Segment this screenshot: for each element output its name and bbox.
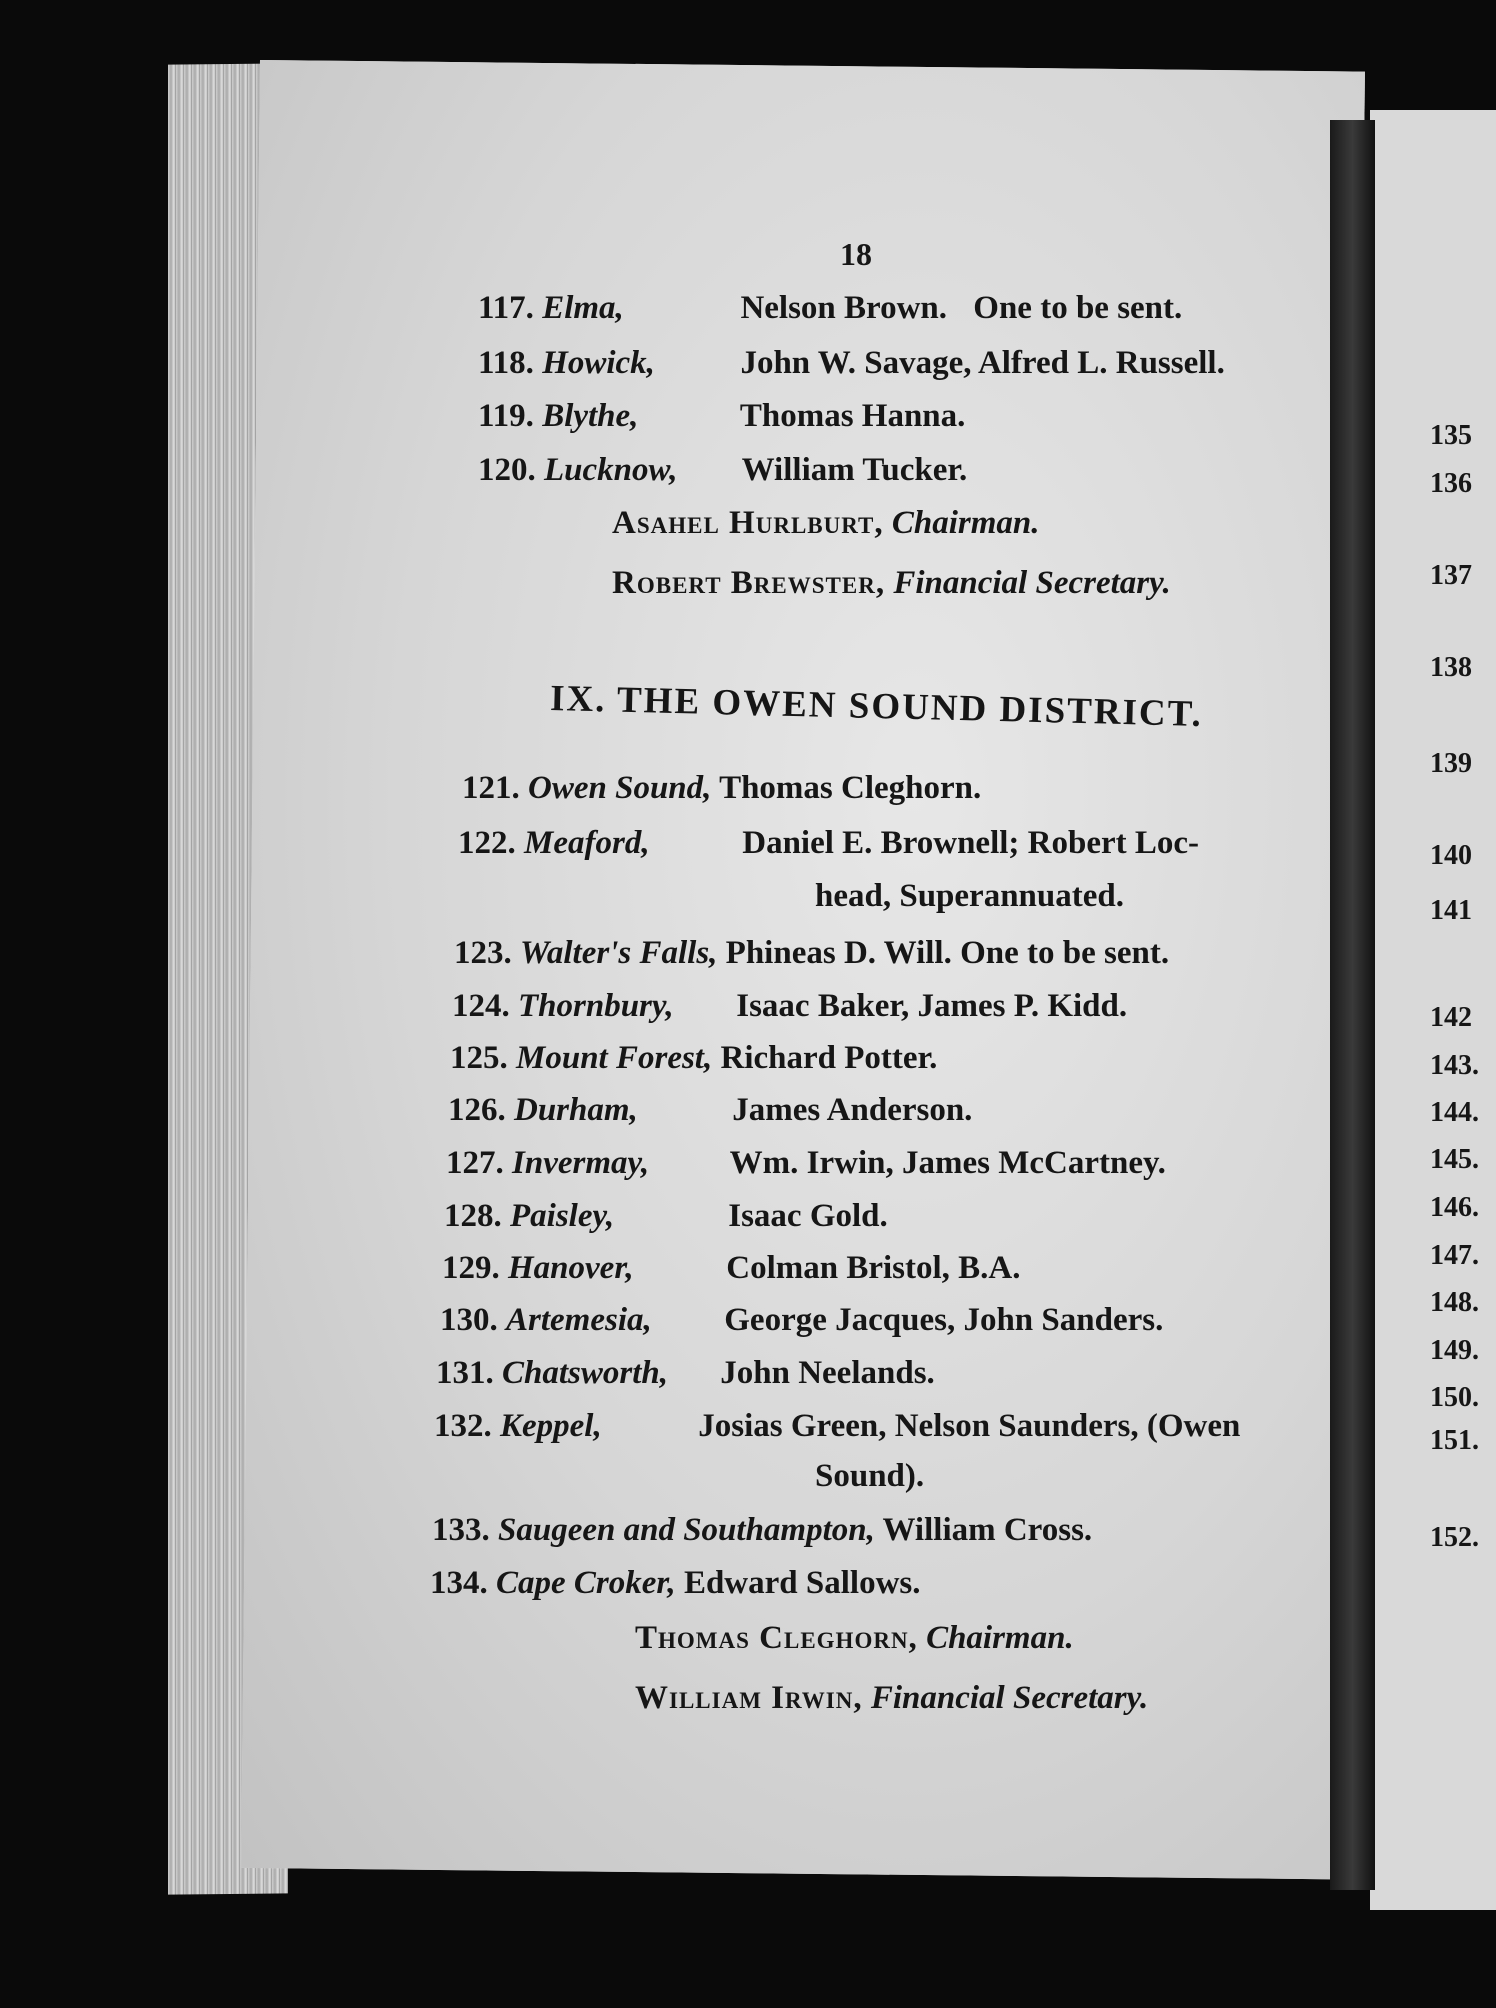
margin-number: 145. bbox=[1430, 1144, 1479, 1175]
entry-120 bbox=[478, 452, 967, 489]
entry-122-continued bbox=[815, 878, 1124, 915]
entry-place: Owen Sound, bbox=[528, 770, 712, 806]
margin-number: 146. bbox=[1430, 1192, 1479, 1223]
entry-names: Isaac Gold. bbox=[728, 1198, 888, 1234]
entry-133 bbox=[432, 1512, 1092, 1549]
entry-130 bbox=[440, 1302, 1163, 1339]
entry-names: John W. Savage, Alfred L. Russell. bbox=[740, 345, 1225, 381]
entry-place: Artemesia, bbox=[506, 1302, 652, 1338]
entry-number: 128. bbox=[444, 1198, 502, 1234]
entry-place: Durham, bbox=[514, 1092, 638, 1128]
entry-names: William Cross. bbox=[882, 1512, 1093, 1548]
entry-number: 119. bbox=[478, 398, 534, 434]
officer-secretary bbox=[612, 565, 1171, 602]
margin-number: 144. bbox=[1430, 1097, 1479, 1128]
district-heading: IX. THE OWEN SOUND DISTRICT. bbox=[549, 678, 1204, 735]
entry-names: Phineas D. Will. One to be sent. bbox=[725, 935, 1170, 971]
entry-note: One to be sent. bbox=[973, 290, 1183, 326]
officer-chairman bbox=[612, 505, 1040, 542]
margin-number: 136 bbox=[1430, 468, 1472, 499]
margin-number: 149. bbox=[1430, 1335, 1479, 1366]
officer-name: Robert Brewster, bbox=[612, 565, 886, 601]
entry-number: 127. bbox=[446, 1145, 504, 1181]
margin-number: 147. bbox=[1430, 1240, 1479, 1271]
entry-place: Keppel, bbox=[500, 1408, 602, 1444]
entry-117 bbox=[478, 290, 1182, 327]
margin-number: 148. bbox=[1430, 1287, 1479, 1318]
entry-names: Thomas Hanna. bbox=[739, 398, 966, 434]
entry-names: Josias Green, Nelson Saunders, (Owen bbox=[698, 1408, 1241, 1444]
margin-number: 135 bbox=[1430, 420, 1472, 451]
entry-names: Edward Sallows. bbox=[683, 1565, 921, 1601]
officer-name: William Irwin, bbox=[635, 1680, 863, 1716]
entry-number: 117. bbox=[478, 290, 534, 326]
entry-place: Hanover, bbox=[508, 1250, 634, 1286]
entry-125 bbox=[450, 1040, 937, 1077]
entry-number: 131. bbox=[436, 1355, 494, 1391]
entry-132 bbox=[434, 1408, 1240, 1445]
margin-number: 141 bbox=[1430, 895, 1472, 926]
margin-number: 138 bbox=[1430, 652, 1472, 683]
entry-number: 126. bbox=[448, 1092, 506, 1128]
entry-place: Saugeen and Southampton, bbox=[498, 1512, 875, 1548]
margin-number: 137 bbox=[1430, 560, 1472, 591]
entry-119 bbox=[478, 398, 965, 435]
margin-number: 142 bbox=[1430, 1002, 1472, 1033]
margin-number: 152. bbox=[1430, 1522, 1479, 1553]
entry-names: Daniel E. Brownell; Robert Loc- bbox=[742, 825, 1200, 861]
entry-number: 120. bbox=[478, 452, 536, 488]
entry-number: 129. bbox=[442, 1250, 500, 1286]
margin-number: 150. bbox=[1430, 1382, 1479, 1413]
entry-number: 124. bbox=[452, 988, 510, 1024]
entry-134 bbox=[430, 1565, 921, 1602]
margin-number: 151. bbox=[1430, 1425, 1479, 1456]
officer-name: Asahel Hurlburt, bbox=[612, 505, 884, 541]
entry-place: Howick, bbox=[542, 345, 655, 381]
entry-number: 123. bbox=[454, 935, 512, 971]
entry-place: Chatsworth, bbox=[502, 1355, 668, 1391]
entry-number: 134. bbox=[430, 1565, 488, 1601]
entry-names: Sound). bbox=[815, 1458, 925, 1494]
officer-role: Chairman. bbox=[891, 505, 1040, 541]
entry-place: Blythe, bbox=[542, 398, 639, 434]
entry-number: 122. bbox=[458, 825, 516, 861]
officer-secretary-district bbox=[635, 1680, 1148, 1717]
entry-names: Colman Bristol, B.A. bbox=[726, 1250, 1021, 1286]
officer-role: Financial Secretary. bbox=[870, 1680, 1149, 1716]
entry-names: George Jacques, John Sanders. bbox=[724, 1302, 1164, 1338]
entry-names: James Anderson. bbox=[732, 1092, 973, 1128]
officer-name: Thomas Cleghorn, bbox=[635, 1620, 918, 1656]
entry-123 bbox=[454, 935, 1169, 972]
entry-place: Thornbury, bbox=[518, 988, 674, 1024]
entry-126 bbox=[448, 1092, 972, 1129]
entry-131 bbox=[436, 1355, 935, 1392]
entry-place: Cape Croker, bbox=[496, 1565, 676, 1601]
entry-number: 118. bbox=[478, 345, 534, 381]
margin-number: 139 bbox=[1430, 748, 1472, 779]
entry-121 bbox=[462, 770, 981, 807]
officer-role: Financial Secretary. bbox=[893, 565, 1171, 601]
margin-number: 143. bbox=[1430, 1050, 1479, 1081]
entry-number: 130. bbox=[440, 1302, 498, 1338]
entry-names: Wm. Irwin, James McCartney. bbox=[729, 1145, 1166, 1181]
entry-place: Lucknow, bbox=[544, 452, 678, 488]
entry-place: Mount Forest, bbox=[516, 1040, 713, 1076]
entry-place: Meaford, bbox=[524, 825, 650, 861]
entry-127 bbox=[446, 1145, 1166, 1182]
entry-number: 125. bbox=[450, 1040, 508, 1076]
entry-names: Isaac Baker, James P. Kidd. bbox=[736, 988, 1128, 1024]
entry-names: William Tucker. bbox=[741, 452, 968, 488]
margin-number: 140 bbox=[1430, 840, 1472, 871]
entry-number: 132. bbox=[434, 1408, 492, 1444]
entry-number: 133. bbox=[432, 1512, 490, 1548]
entry-place: Elma, bbox=[542, 290, 624, 326]
entry-names: Thomas Cleghorn. bbox=[719, 770, 982, 806]
entry-place: Walter's Falls, bbox=[520, 935, 718, 971]
entry-names: John Neelands. bbox=[720, 1355, 935, 1391]
entry-118 bbox=[478, 345, 1225, 382]
entry-128 bbox=[444, 1198, 888, 1235]
entry-number: 121. bbox=[462, 770, 520, 806]
entry-place: Paisley, bbox=[510, 1198, 615, 1234]
entry-132-continued bbox=[815, 1458, 924, 1495]
entry-122 bbox=[458, 825, 1199, 862]
officer-chairman-district bbox=[635, 1620, 1074, 1657]
entry-124 bbox=[452, 988, 1127, 1025]
officer-role: Chairman. bbox=[926, 1620, 1074, 1656]
entry-129 bbox=[442, 1250, 1021, 1287]
entry-names: head, Superannuated. bbox=[815, 878, 1125, 914]
entry-names: Nelson Brown. bbox=[740, 290, 948, 326]
entry-place: Invermay, bbox=[512, 1145, 650, 1181]
entry-names: Richard Potter. bbox=[720, 1040, 938, 1076]
page-number: 18 bbox=[840, 236, 872, 272]
